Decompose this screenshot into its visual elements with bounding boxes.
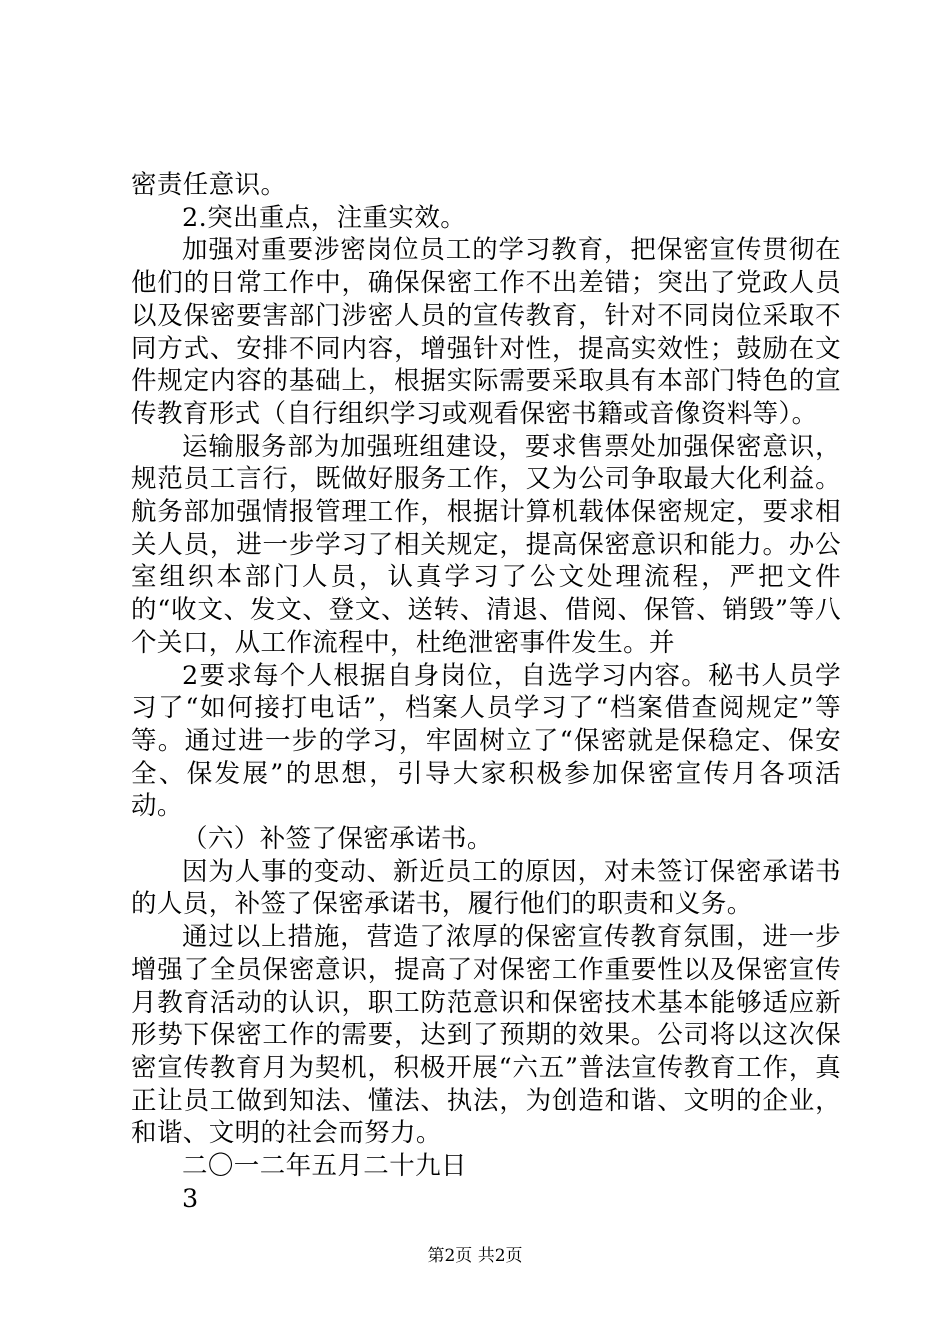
document-date: 二〇一二年五月二十九日 <box>182 1151 467 1182</box>
document-body <box>131 169 841 1216</box>
page-footer: 第2页 共2页 <box>427 1246 523 1266</box>
paragraph-intro-tail: 密责任意识。 <box>131 170 287 200</box>
paragraph-commitment: 因为人事的变动、新近员工的原因，对未签订保密承诺书的人员，补签了保密承诺书，履行他们的职责和义务。 <box>131 856 841 920</box>
section-heading-six: （六）补签了保密承诺书。 <box>182 824 493 855</box>
paragraph-departments: 运输服务部为加强班组建设，要求售票处加强保密意识，规范员工言行，既做好服务工作，又为公司争取最大化利益。航务部加强情报管理工作，根据计算机载体保密规定，要求相关人员，进一步学习了相关规定，提高保密意识和能力。办公室组织本部门人员，认真学习了公文处理流程，严把文件的“收文、发文、登文、送转、清退、借阅、保管、销毁”等八个关口，从工作流程中，杜绝泄密事件发生。并 <box>131 431 841 658</box>
section-heading: 2.突出重点，注重实效。 <box>182 202 467 233</box>
paragraph-self-study: 2要求每个人根据自身岗位，自选学习内容。秘书人员学习了“如何接打电话”，档案人员学习了“档案借查阅规定”等等。通过进一步的学习，牢固树立了“保密就是保稳定、保安全、保发展”的思想，引导大家积极参加保密宣传月各项活动。 <box>131 660 841 822</box>
paragraph-conclusion: 通过以上措施，营造了浓厚的保密宣传教育氛围，进一步增强了全员保密意识，提高了对保密工作重要性以及保密宣传月教育活动的认识，职工防范意识和保密技术基本能够适应新形势下保密工作的需要，达到了预期的效果。公司将以这次保密宣传教育月为契机，积极开展“六五”普法宣传教育工作，真正让员工做到知法、懂法、执法，为创造和谐、文明的企业，和谐、文明的社会而努力。 <box>131 922 841 1149</box>
paragraph-education: 加强对重要涉密岗位员工的学习教育，把保密宣传贯彻在他们的日常工作中，确保保密工作不出差错；突出了党政人员以及保密要害部门涉密人员的宣传教育，针对不同岗位采取不同方式、安排不同内容，增强针对性，提高实效性；鼓励在文件规定内容的基础上，根据实际需要采取具有本部门特色的宣传教育形式（自行组织学习或观看保密书籍或音像资料等）。 <box>131 235 841 429</box>
inline-page-number: 3 <box>182 1183 199 1214</box>
